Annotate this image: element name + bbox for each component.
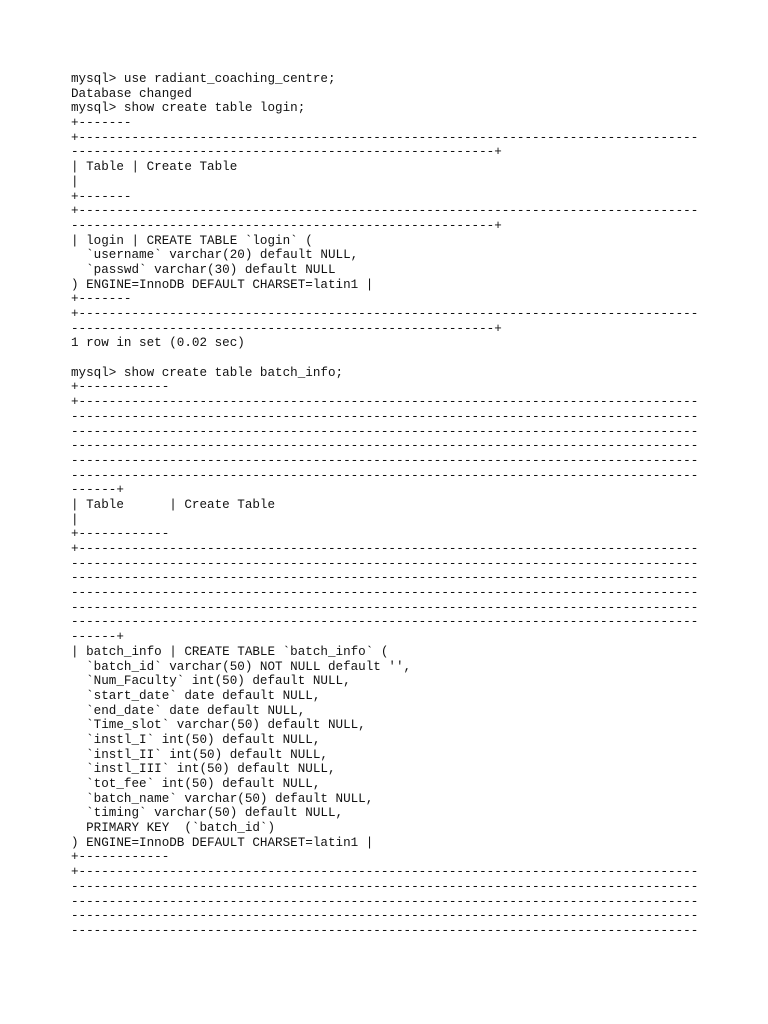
console-line: mysql> show create table batch_info; (71, 365, 344, 380)
console-line: +------- (71, 116, 132, 131)
console-line: `passwd` varchar(30) default NULL (71, 262, 336, 277)
console-line: `instl_II` int(50) default NULL, (71, 747, 328, 762)
console-line: +---------------------------------------------------------------------------------- (71, 307, 699, 321)
console-line: `username` varchar(20) default NULL, (71, 248, 359, 263)
console-line: +---------------------------------------------------------------------------------- (71, 204, 699, 219)
console-line: +------------ (71, 380, 170, 395)
console-line: `start_date` date default NULL, (71, 688, 321, 703)
console-line: `end_date` date default NULL, (71, 703, 306, 718)
console-line: Database changed (71, 86, 192, 101)
console-line: ----------------------------------------------------------------------------------- (71, 468, 699, 483)
console-line: --------------------------------------------------------+ (71, 218, 502, 233)
console-line: +------------ (71, 527, 170, 542)
console-line: | Table | Create Table (71, 160, 238, 175)
console-line: +---------------------------------------------------------------------------------- (71, 865, 699, 880)
console-line: `batch_id` varchar(50) NOT NULL default '', (71, 659, 412, 674)
console-line: +------- (71, 292, 132, 307)
console-line: mysql> use radiant_coaching_centre; (71, 72, 336, 86)
console-line: ----------------------------------------------------------------------------------- (71, 923, 699, 938)
console-line: `tot_fee` int(50) default NULL, (71, 777, 321, 791)
console-line: `batch_name` varchar(50) default NULL, (71, 791, 374, 806)
console-line: +---------------------------------------------------------------------------------- (71, 130, 699, 145)
console-line: 1 row in set (0.02 sec) (71, 336, 245, 351)
console-line: +---------------------------------------------------------------------------------- (71, 395, 699, 410)
console-line: ) ENGINE=InnoDB DEFAULT CHARSET=latin1 | (71, 277, 374, 292)
console-line: | Table | Create Table (71, 497, 276, 512)
console-line: | batch_info | CREATE TABLE `batch_info` ( (71, 644, 389, 659)
console-line: ----------------------------------------------------------------------------------- (71, 424, 699, 439)
console-line: `Num_Faculty` int(50) default NULL, (71, 674, 351, 689)
console-line: +------------ (71, 850, 170, 865)
console-line: ----------------------------------------------------------------------------------- (71, 453, 699, 468)
console-line: | (71, 512, 79, 527)
console-line: ----------------------------------------------------------------------------------- (71, 586, 699, 601)
console-line: ----------------------------------------------------------------------------------- (71, 894, 699, 909)
console-line: ----------------------------------------------------------------------------------- (71, 615, 699, 630)
console-line: ------+ (71, 630, 124, 645)
mysql-console-transcript (71, 72, 711, 939)
console-line: ----------------------------------------------------------------------------------- (71, 571, 699, 586)
console-line: `instl_I` int(50) default NULL, (71, 732, 321, 747)
console-line: ----------------------------------------------------------------------------------- (71, 879, 699, 894)
console-line: | (71, 174, 79, 189)
console-line: PRIMARY KEY (`batch_id`) (71, 821, 276, 836)
console-line: `instl_III` int(50) default NULL, (71, 762, 336, 777)
console-line: ----------------------------------------------------------------------------------- (71, 556, 699, 571)
console-line: ----------------------------------------------------------------------------------- (71, 600, 699, 615)
console-line: ----------------------------------------------------------------------------------- (71, 909, 699, 924)
blank-line (71, 351, 711, 366)
console-line: --------------------------------------------------------+ (71, 145, 502, 160)
console-line: `Time_slot` varchar(50) default NULL, (71, 718, 366, 733)
console-line: ----------------------------------------------------------------------------------- (71, 439, 699, 454)
console-line: ) ENGINE=InnoDB DEFAULT CHARSET=latin1 | (71, 835, 374, 850)
console-line: +------- (71, 189, 132, 204)
console-line: +---------------------------------------------------------------------------------- (71, 542, 699, 556)
console-line: ------+ (71, 483, 124, 498)
console-line: | login | CREATE TABLE `login` ( (71, 233, 313, 248)
console-line: `timing` varchar(50) default NULL, (71, 806, 344, 821)
console-line: mysql> show create table login; (71, 101, 306, 116)
console-line: ----------------------------------------------------------------------------------- (71, 409, 699, 424)
console-line: --------------------------------------------------------+ (71, 321, 502, 336)
